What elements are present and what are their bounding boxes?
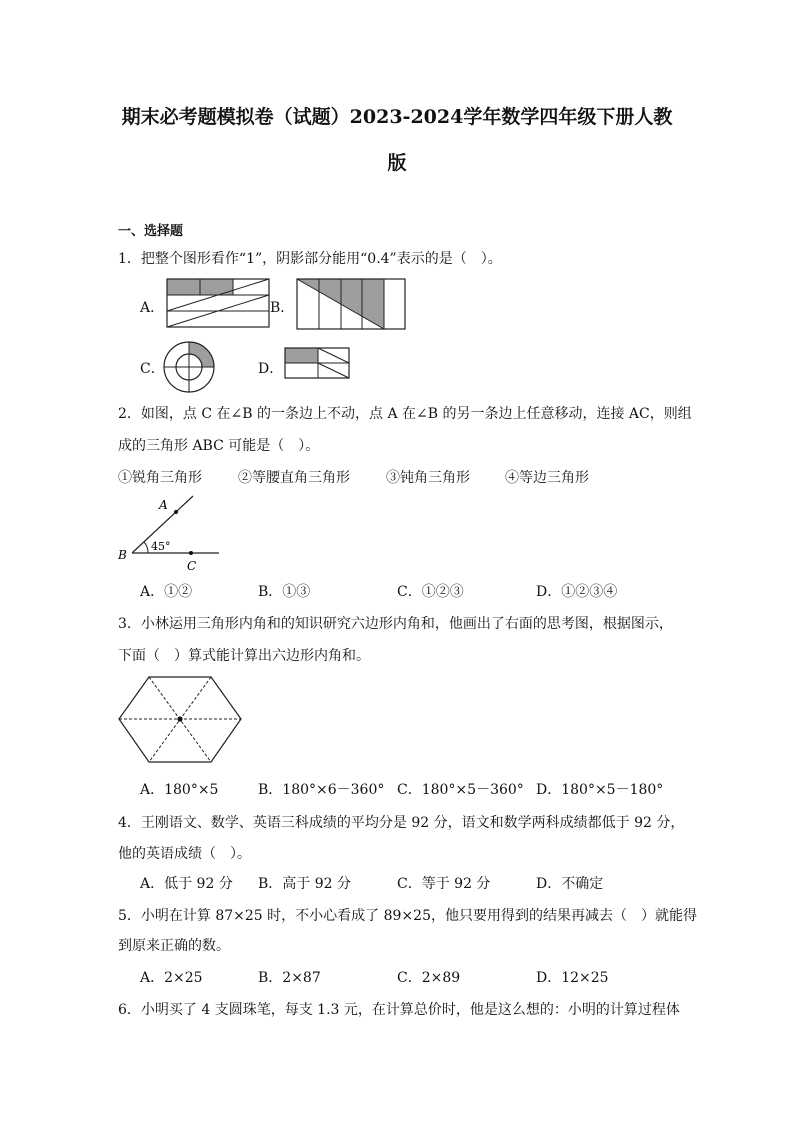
document-title — [100, 94, 694, 186]
q1-figure-b — [296, 278, 406, 330]
q3-option-b[interactable]: B．180°×6－360° — [258, 782, 385, 798]
q4-option-b[interactable]: B．高于 92 分 — [258, 876, 352, 892]
q2-stem-line-2: 成的三角形 ABC 可能是（ ）。 — [118, 438, 320, 454]
label-c: C — [187, 559, 197, 573]
q1-option-d[interactable]: D． — [258, 361, 284, 377]
q4-stem-line-2: 他的英语成绩（ ）。 — [118, 846, 251, 862]
q4-option-a[interactable]: A．低于 92 分 — [140, 876, 233, 892]
q1-figure-a — [166, 278, 270, 328]
q2-option-d[interactable]: D．①②③④ — [536, 584, 618, 600]
q3-stem-line-2: 下面（ ）算式能计算出六边形内角和。 — [118, 648, 370, 664]
q1-option-c[interactable]: C． — [140, 361, 165, 377]
q4-stem-line-1: 4．王刚语文、数学、英语三科成绩的平均分是 92 分，语文和数学两科成绩都低于 92 分， — [118, 815, 685, 831]
q5-option-c[interactable]: C．2×89 — [397, 970, 461, 986]
q3-option-a[interactable]: A．180°×5 — [140, 782, 219, 798]
q2-choice-4: ④等边三角形 — [505, 470, 589, 486]
q1-stem: 1．把整个图形看作“1”，阴影部分能用“0.4”表示的是（ ）。 — [118, 251, 502, 267]
q4-option-c[interactable]: C．等于 92 分 — [397, 876, 491, 892]
q2-option-c[interactable]: C．①②③ — [397, 584, 464, 600]
q1-option-a[interactable]: A． — [140, 300, 165, 316]
q6-stem-line-1: 6．小明买了 4 支圆珠笔，每支 1.3 元，在计算总价时，他是这么想的：小明的计算过程体 — [118, 1002, 680, 1018]
q2-stem-line-1: 2．如图，点 C 在∠B 的一条边上不动，点 A 在∠B 的另一条边上任意移动，连接 AC，则组 — [118, 406, 692, 422]
q2-option-b[interactable]: B．①③ — [258, 584, 311, 600]
q2-angle-figure — [115, 492, 225, 574]
title-line-1: 期末必考题模拟卷（试题）2023-2024学年数学四年级下册人教 — [121, 106, 673, 128]
label-b: B — [118, 548, 127, 562]
q5-option-a[interactable]: A．2×25 — [140, 970, 203, 986]
q3-hexagon-figure — [118, 676, 242, 764]
q2-choice-1: ①锐角三角形 — [118, 470, 202, 486]
q1-figure-d — [284, 347, 350, 379]
q1-option-b[interactable]: B． — [270, 300, 295, 316]
section-heading: 一、选择题 — [118, 224, 184, 239]
q5-stem-line-2: 到原来正确的数。 — [118, 938, 230, 954]
q5-stem-line-1: 5．小明在计算 87×25 时，不小心看成了 89×25，他只要用得到的结果再减去（ ）就能得 — [118, 908, 697, 924]
title-line-2: 版 — [387, 152, 407, 174]
q4-option-d[interactable]: D．不确定 — [536, 876, 604, 892]
q5-option-d[interactable]: D．12×25 — [536, 970, 609, 986]
q2-choice-2: ②等腰直角三角形 — [238, 470, 350, 486]
q5-option-b[interactable]: B．2×87 — [258, 970, 321, 986]
q3-stem-line-1: 3．小林运用三角形内角和的知识研究六边形内角和，他画出了右面的思考图，根据图示， — [118, 616, 673, 632]
label-a: A — [159, 498, 168, 512]
q1-figure-c — [163, 341, 215, 393]
angle-label: 45° — [151, 540, 171, 553]
q3-option-d[interactable]: D．180°×5－180° — [536, 782, 664, 798]
q3-option-c[interactable]: C．180°×5－360° — [397, 782, 524, 798]
q2-option-a[interactable]: A．①② — [140, 584, 193, 600]
q2-choice-3: ③钝角三角形 — [386, 470, 470, 486]
